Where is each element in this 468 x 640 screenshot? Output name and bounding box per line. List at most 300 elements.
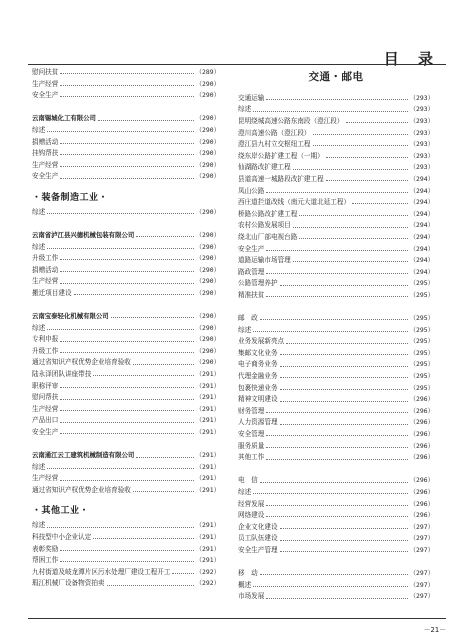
toc-group xyxy=(238,475,434,556)
leader-dots xyxy=(260,319,408,320)
toc-company-entry[interactable] xyxy=(32,311,220,323)
entry-title: 搬迁项目建设 xyxy=(32,288,72,297)
entry-title: 凤山公路 xyxy=(238,186,265,195)
entry-page: （290） xyxy=(195,160,220,169)
toc-entry[interactable] xyxy=(238,290,434,302)
entry-page: （294） xyxy=(409,209,434,218)
leader-dots xyxy=(47,468,193,469)
entry-title: 综述 xyxy=(32,242,46,251)
toc-entry[interactable] xyxy=(238,591,434,603)
leader-dots xyxy=(280,354,408,355)
entry-page: （291） xyxy=(195,521,220,530)
entry-page: （296） xyxy=(409,418,434,427)
entry-page: （293） xyxy=(409,163,434,172)
toc-entry[interactable] xyxy=(32,404,220,416)
entry-page: （291） xyxy=(195,474,220,483)
entry-page: （294） xyxy=(409,267,434,276)
entry-title: 生产经营 xyxy=(32,474,59,483)
toc-entry[interactable] xyxy=(238,128,434,140)
entry-title: 安全生产 xyxy=(238,244,265,253)
toc-entry[interactable] xyxy=(238,499,434,511)
entry-page: （290） xyxy=(195,323,220,332)
entry-title: 路政管理 xyxy=(238,267,265,276)
entry-title: 综述 xyxy=(32,462,46,471)
leader-dots xyxy=(47,131,193,132)
entry-title: 职称评审 xyxy=(32,381,59,390)
toc-right-column xyxy=(238,67,434,603)
toc-entry[interactable] xyxy=(32,137,220,149)
entry-page: （293） xyxy=(409,116,434,125)
toc-entry[interactable] xyxy=(32,544,220,556)
toc-entry[interactable] xyxy=(32,288,220,300)
entry-page: （290） xyxy=(195,91,220,100)
entry-page: （290） xyxy=(195,172,220,181)
entry-page: （290） xyxy=(195,346,220,355)
toc-group xyxy=(238,313,434,464)
entry-title: 慰问扶贫 xyxy=(32,68,59,76)
entry-title: 综述 xyxy=(238,487,252,496)
entry-page: （291） xyxy=(195,544,220,553)
entry-page: （293） xyxy=(409,93,434,102)
entry-title: 安全生产 xyxy=(32,428,59,437)
leader-dots xyxy=(60,352,193,353)
leader-dots xyxy=(60,387,193,388)
entry-title: 县道高速一城路段改扩建工程 xyxy=(238,174,324,183)
toc-entry[interactable] xyxy=(32,462,220,474)
entry-page: （296） xyxy=(409,441,434,450)
toc-entry[interactable] xyxy=(32,90,220,102)
entry-page: （291） xyxy=(195,451,220,460)
toc-group xyxy=(32,207,220,219)
leader-dots xyxy=(60,341,193,342)
entry-title: 安全生产 xyxy=(32,91,59,100)
leader-dots xyxy=(136,236,193,237)
toc-group xyxy=(32,323,220,439)
toc-entry[interactable] xyxy=(238,336,434,348)
toc-entry[interactable] xyxy=(32,357,220,369)
entry-title: 绕北山厂部电视台路 xyxy=(238,232,298,241)
toc-entry[interactable] xyxy=(238,325,434,337)
leader-dots xyxy=(266,273,407,274)
leader-dots xyxy=(266,447,407,448)
toc-entry[interactable] xyxy=(238,278,434,290)
leader-dots xyxy=(286,343,408,344)
leader-dots xyxy=(266,598,407,599)
leader-dots xyxy=(299,215,407,216)
leader-dots xyxy=(280,528,408,529)
entry-title: 西庄道拦道改线（南元大道北延工程） xyxy=(238,198,351,207)
leader-dots xyxy=(47,213,193,214)
entry-page: （292） xyxy=(195,579,220,588)
entry-title: 道路运输市场管理 xyxy=(238,256,291,265)
entry-page: （290） xyxy=(195,114,220,123)
toc-entry[interactable] xyxy=(32,148,220,160)
leader-dots xyxy=(266,412,407,413)
leader-dots xyxy=(47,329,193,330)
entry-page: （296） xyxy=(409,499,434,508)
leader-dots xyxy=(313,145,408,146)
leader-dots xyxy=(60,96,193,97)
entry-title: 产品出口 xyxy=(32,416,59,425)
toc-entry[interactable] xyxy=(32,578,220,590)
toc-entry[interactable] xyxy=(238,522,434,534)
entry-page: （290） xyxy=(195,312,220,321)
entry-title: 精神文明建设 xyxy=(238,395,278,404)
toc-entry[interactable] xyxy=(238,417,434,429)
toc-entry[interactable] xyxy=(32,427,220,439)
entry-title: 综述 xyxy=(238,105,252,114)
leader-dots xyxy=(313,134,408,135)
entry-title: 移 动 xyxy=(238,569,258,578)
toc-company-entry[interactable] xyxy=(32,113,220,125)
toc-entry[interactable] xyxy=(32,242,220,254)
entry-title: 捐赠活动 xyxy=(32,137,59,146)
toc-entry[interactable] xyxy=(32,276,220,288)
entry-page: （293） xyxy=(409,128,434,137)
entry-title: 代理金融业务 xyxy=(238,372,278,381)
entry-title: 云南省泸江县兴德机械包装有限公司 xyxy=(32,230,135,239)
entry-page: （296） xyxy=(409,511,434,520)
entry-title: 包裹快递业务 xyxy=(238,383,278,392)
entry-title: 升级工作 xyxy=(32,254,59,263)
entry-page: （294） xyxy=(409,232,434,241)
toc-entry[interactable] xyxy=(32,171,220,183)
entry-title: 市场发展 xyxy=(238,592,265,601)
toc-entry[interactable] xyxy=(238,104,434,116)
entry-title: 专利申报 xyxy=(32,335,59,344)
leader-dots xyxy=(60,480,193,481)
entry-page: （290） xyxy=(195,79,220,88)
leader-dots xyxy=(280,424,408,425)
entry-title: 经营发展 xyxy=(238,499,265,508)
entry-title: 生产经营 xyxy=(32,79,59,88)
toc-entry[interactable] xyxy=(32,346,220,358)
entry-title: 安全生产管理 xyxy=(238,545,278,554)
toc-entry[interactable] xyxy=(238,383,434,395)
leader-dots xyxy=(280,540,408,541)
leader-dots xyxy=(266,99,407,100)
leader-dots xyxy=(326,180,408,181)
toc-entry[interactable] xyxy=(238,220,434,232)
entry-title: 公路管理养护 xyxy=(238,279,278,288)
leader-dots xyxy=(98,120,194,121)
toc-entry[interactable] xyxy=(238,348,434,360)
entry-page: （296） xyxy=(409,487,434,496)
toc-entry[interactable] xyxy=(238,441,434,453)
leader-dots xyxy=(136,457,193,458)
leader-dots xyxy=(326,157,408,158)
entry-title: 综述 xyxy=(32,323,46,332)
entry-title: 陆永泽团队讲座带技 xyxy=(32,370,92,379)
leader-dots xyxy=(60,433,193,434)
entry-page: （291） xyxy=(195,416,220,425)
entry-title: 邮 政 xyxy=(238,314,258,323)
entry-page: （296） xyxy=(409,476,434,485)
entry-page: （293） xyxy=(409,105,434,114)
entry-title: 绕东岸公路扩建工程（一期） xyxy=(238,151,324,160)
entry-page: （295） xyxy=(409,279,434,288)
toc-entry[interactable] xyxy=(238,510,434,522)
entry-title: 帮困工作 xyxy=(32,556,59,565)
toc-entry[interactable] xyxy=(238,406,434,418)
toc-entry[interactable] xyxy=(238,255,434,267)
leader-dots xyxy=(253,111,407,112)
leader-dots xyxy=(293,261,408,262)
entry-page: （295） xyxy=(409,325,434,334)
toc-entry[interactable] xyxy=(238,487,434,499)
toc-group xyxy=(238,93,434,302)
entry-title: 桥路公路改扩建工程 xyxy=(238,209,298,218)
bottom-rule xyxy=(28,618,446,619)
leader-dots xyxy=(107,585,194,586)
leader-dots xyxy=(280,401,408,402)
entry-title: 云南锡城化工有限公司 xyxy=(32,114,96,123)
entry-page: （290） xyxy=(195,265,220,274)
toc-entry[interactable] xyxy=(238,452,434,464)
leader-dots xyxy=(93,538,193,539)
leader-dots xyxy=(60,73,193,74)
entry-page: （295） xyxy=(409,372,434,381)
entry-title: 安全生产 xyxy=(32,172,59,181)
entry-title: 表彰奖励 xyxy=(32,544,59,553)
entry-page: （295） xyxy=(409,360,434,369)
top-rule xyxy=(28,64,446,65)
entry-page: （293） xyxy=(409,151,434,160)
leader-dots xyxy=(133,364,194,365)
toc-entry[interactable] xyxy=(238,429,434,441)
entry-page: （290） xyxy=(195,149,220,158)
entry-title: 网络建设 xyxy=(238,511,265,520)
leader-dots xyxy=(266,505,407,506)
toc-entry[interactable] xyxy=(238,475,434,487)
leader-dots xyxy=(60,259,193,260)
leader-dots xyxy=(266,250,407,251)
toc-entry[interactable] xyxy=(32,125,220,137)
toc-entry[interactable] xyxy=(32,67,220,79)
leader-dots xyxy=(260,574,408,575)
toc-group xyxy=(32,67,220,102)
toc-group xyxy=(32,125,220,183)
leader-dots xyxy=(280,366,408,367)
toc-entry[interactable] xyxy=(32,265,220,277)
toc-entry[interactable] xyxy=(32,207,220,219)
leader-dots xyxy=(47,527,193,528)
leader-dots xyxy=(60,283,193,284)
entry-page: （291） xyxy=(195,556,220,565)
toc-company-entry[interactable] xyxy=(32,230,220,242)
toc-entry[interactable] xyxy=(238,162,434,174)
entry-title: 电 信 xyxy=(238,476,258,485)
toc-entry[interactable] xyxy=(32,415,220,427)
toc-entry[interactable] xyxy=(32,253,220,265)
leader-dots xyxy=(60,271,193,272)
section-heading: 交通・邮电 xyxy=(308,71,364,83)
leader-dots xyxy=(346,122,408,123)
entry-title: 生产经营 xyxy=(32,404,59,413)
entry-title: 综述 xyxy=(32,125,46,134)
entry-title: 服务质量 xyxy=(238,441,265,450)
entry-page: （291） xyxy=(195,428,220,437)
entry-title: 捐赠活动 xyxy=(32,265,59,274)
entry-title: 员工队伍建设 xyxy=(238,534,278,543)
entry-title: 概述 xyxy=(238,580,252,589)
entry-title: 澄川高速公路（澄江段） xyxy=(238,128,311,137)
entry-page: （295） xyxy=(409,314,434,323)
leader-dots xyxy=(111,317,194,318)
leader-dots xyxy=(280,285,408,286)
leader-dots xyxy=(266,459,407,460)
entry-page: （294） xyxy=(409,221,434,230)
toc-entry[interactable] xyxy=(32,323,220,335)
toc-entry[interactable] xyxy=(238,371,434,383)
entry-title: 财务管理 xyxy=(238,406,265,415)
entry-page: （291） xyxy=(195,393,220,402)
entry-page: （297） xyxy=(409,580,434,589)
toc-entry[interactable] xyxy=(32,160,220,172)
toc-entry[interactable] xyxy=(32,381,220,393)
leader-dots xyxy=(253,331,407,332)
entry-page: （294） xyxy=(409,198,434,207)
leader-dots xyxy=(266,435,407,436)
entry-title: 通过省知识产权优势企业培育验收 xyxy=(32,358,131,367)
toc-entry[interactable] xyxy=(238,197,434,209)
entry-page: （290） xyxy=(195,125,220,134)
toc-entry[interactable] xyxy=(238,313,434,325)
entry-title: 瑕江机械厂设备物资拍卖 xyxy=(32,579,105,588)
toc-entry[interactable] xyxy=(32,369,220,381)
toc-entry[interactable] xyxy=(238,93,434,105)
entry-page: （297） xyxy=(409,569,434,578)
entry-title: 慰问帮扶 xyxy=(32,393,59,402)
entry-page: （295） xyxy=(409,383,434,392)
toc-entry[interactable] xyxy=(32,520,220,532)
leader-dots xyxy=(60,550,193,551)
leader-dots xyxy=(280,551,408,552)
toc-entry[interactable] xyxy=(238,116,434,128)
toc-group xyxy=(238,568,434,603)
toc-entry[interactable] xyxy=(238,267,434,279)
toc-group xyxy=(32,520,220,590)
entry-title: 九村街道及岐龙潭片区污水处理厂建设工程开工 xyxy=(32,567,171,576)
toc-entry[interactable] xyxy=(238,244,434,256)
entry-page: （290） xyxy=(195,277,220,286)
leader-dots xyxy=(60,561,193,562)
entry-page: （289） xyxy=(195,68,220,76)
entry-title: 综述 xyxy=(32,521,46,530)
entry-page: （294） xyxy=(409,174,434,183)
entry-page: （291） xyxy=(195,404,220,413)
category-heading: ・装备制造工业・ xyxy=(32,192,109,203)
entry-page: （293） xyxy=(409,140,434,149)
page-folio: －21－ xyxy=(423,626,446,634)
toc-entry[interactable] xyxy=(32,334,220,346)
toc-company-entry[interactable] xyxy=(32,450,220,462)
entry-title: 生产经营 xyxy=(32,277,59,286)
entry-page: （295） xyxy=(409,348,434,357)
entry-page: （296） xyxy=(409,453,434,462)
toc-entry[interactable] xyxy=(238,359,434,371)
toc-entry[interactable] xyxy=(32,392,220,404)
entry-page: （291） xyxy=(195,532,220,541)
toc-entry[interactable] xyxy=(238,533,434,545)
toc-entry[interactable] xyxy=(238,545,434,557)
toc-group xyxy=(32,462,220,497)
leader-dots xyxy=(293,169,408,170)
toc-entry[interactable] xyxy=(32,567,220,579)
entry-title: 业务发展新亮点 xyxy=(238,337,285,346)
entry-page: （290） xyxy=(195,137,220,146)
entry-page: （290） xyxy=(195,242,220,251)
leader-dots xyxy=(60,166,193,167)
toc-entry[interactable] xyxy=(32,532,220,544)
toc-group xyxy=(32,242,220,300)
entry-page: （290） xyxy=(195,288,220,297)
entry-title: 云南宝泰轻化机械有限公司 xyxy=(32,312,109,321)
leader-dots xyxy=(93,375,193,376)
leader-dots xyxy=(266,516,407,517)
entry-page: （290） xyxy=(195,254,220,263)
toc-entry[interactable] xyxy=(32,555,220,567)
entry-title: 通过省知识产权优势企业培育验收 xyxy=(32,485,131,494)
leader-dots xyxy=(352,203,408,204)
toc-entry[interactable] xyxy=(32,473,220,485)
entry-title: 交通运输 xyxy=(238,93,265,102)
leader-dots xyxy=(47,248,193,249)
leader-dots xyxy=(280,389,408,390)
toc-entry[interactable] xyxy=(238,568,434,580)
leader-dots xyxy=(60,410,193,411)
toc-entry[interactable] xyxy=(238,151,434,163)
toc-entry[interactable] xyxy=(238,139,434,151)
toc-entry[interactable] xyxy=(238,186,434,198)
toc-entry[interactable] xyxy=(32,485,220,497)
leader-dots xyxy=(280,377,408,378)
entry-page: （294） xyxy=(409,256,434,265)
entry-title: 挂钩帮扶 xyxy=(32,149,59,158)
toc-entry[interactable] xyxy=(238,580,434,592)
leader-dots xyxy=(60,422,193,423)
entry-page: （290） xyxy=(195,230,220,239)
leader-dots xyxy=(60,178,193,179)
entry-page: （291） xyxy=(195,462,220,471)
toc-entry[interactable] xyxy=(238,232,434,244)
entry-title: 升级工作 xyxy=(32,346,59,355)
entry-page: （294） xyxy=(409,186,434,195)
leader-dots xyxy=(172,573,193,574)
toc-entry[interactable] xyxy=(238,174,434,186)
entry-page: （290） xyxy=(195,358,220,367)
entry-page: （296） xyxy=(409,406,434,415)
entry-page: （290） xyxy=(195,335,220,344)
entry-title: 农村公路发展项目 xyxy=(238,221,291,230)
entry-title: 安全管理 xyxy=(238,430,265,439)
entry-title: 综述 xyxy=(32,207,46,216)
entry-title: 昆明绕城高速公路东南段（澄江段） xyxy=(238,116,344,125)
entry-title: 综述 xyxy=(238,325,252,334)
page-header-title: 目 录 xyxy=(383,50,440,68)
entry-title: 仙湖路改扩建工程 xyxy=(238,163,291,172)
toc-entry[interactable] xyxy=(32,79,220,91)
leader-dots xyxy=(253,586,407,587)
leader-dots xyxy=(60,399,193,400)
leader-dots xyxy=(74,294,194,295)
toc-entry[interactable] xyxy=(238,209,434,221)
leader-dots xyxy=(60,154,193,155)
entry-page: （296） xyxy=(409,430,434,439)
toc-entry[interactable] xyxy=(238,394,434,406)
entry-page: （291） xyxy=(195,381,220,390)
entry-page: （297） xyxy=(409,522,434,531)
